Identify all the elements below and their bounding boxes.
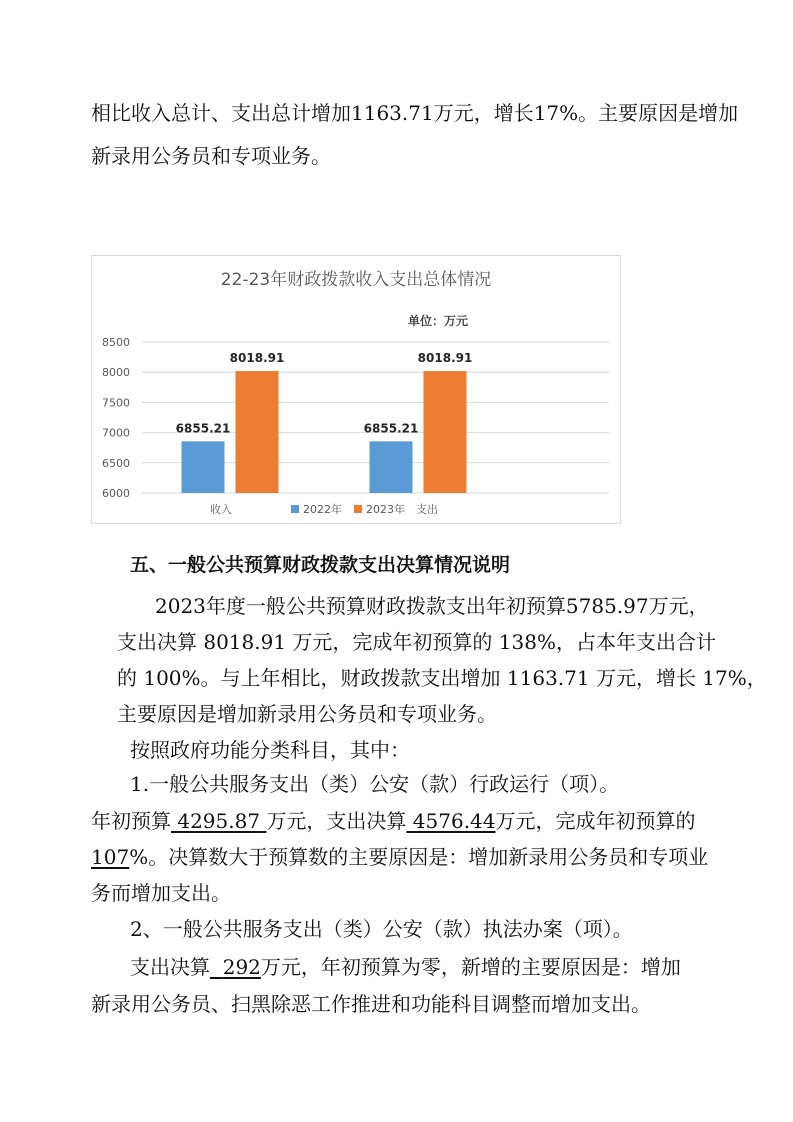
item-1-text: 万元，支出决算 — [266, 809, 407, 833]
x-tick-label: 支出 — [416, 503, 438, 516]
item-1-text: 万元，完成年初预算的 — [495, 809, 696, 833]
data-label: 8018.91 — [417, 351, 473, 366]
item-2-text: 支出决算 — [130, 955, 210, 979]
item-1-budget-number: 4295.87 — [177, 809, 261, 833]
bar — [236, 371, 279, 493]
item-1-rate-value: 107 — [91, 845, 130, 869]
bar — [182, 441, 225, 493]
item-2-final-number: 292 — [222, 955, 261, 979]
y-tick-label: 6000 — [102, 487, 130, 500]
bar-chart-svg — [92, 256, 620, 523]
section-paragraph-line: 主要原因是增加新录用公务员和专项业务。 — [117, 702, 497, 726]
chart-title: 22-23年财政拨款收入支出总体情况 — [220, 270, 492, 290]
intro-line-2: 新录用公务员和专项业务。 — [91, 144, 331, 168]
section-paragraph-line: 支出决算 8018.91 万元，完成年初预算的 138%，占本年支出合计 — [117, 630, 716, 654]
item-2-text: 万元，年初预算为零，新增的主要原因是：增加 — [260, 955, 681, 979]
legend-swatch — [291, 505, 299, 513]
section-heading: 五、一般公共预算财政拨款支出决算情况说明 — [130, 554, 511, 576]
item-1-line-3: 务而增加支出。 — [91, 881, 231, 905]
y-tick-label: 8500 — [102, 336, 130, 349]
chart-unit: 单位：万元 — [407, 314, 469, 328]
legend-swatch — [354, 505, 362, 513]
item-2-title: 2、一般公共服务支出（类）公安（款）执法办案（项）。 — [130, 917, 633, 941]
legend-label: 2023年 — [366, 503, 405, 516]
bar-chart — [91, 255, 621, 524]
y-tick-label: 7500 — [102, 396, 130, 410]
bar — [424, 371, 467, 493]
y-tick-label: 7000 — [102, 426, 130, 440]
bar — [370, 441, 413, 493]
classification-intro: 按照政府功能分类科目，其中： — [130, 738, 410, 762]
legend-label: 2022年 — [303, 503, 342, 516]
intro-line-1: 相比收入总计、支出总计增加1163.71万元，增长17%。主要原因是增加 — [91, 101, 739, 125]
data-label: 6855.21 — [175, 421, 231, 436]
item-2-final-value — [210, 955, 261, 979]
item-2-line-2: 新录用公务员、扫黑除恶工作推进和功能科目调整而增加支出。 — [91, 992, 651, 1016]
data-label: 6855.21 — [363, 421, 419, 436]
x-tick-label: 收入 — [210, 503, 232, 516]
item-1-line-2 — [91, 843, 708, 871]
item-1-budget-value — [171, 809, 266, 833]
item-1-final-value — [406, 809, 495, 833]
item-1-text: 年初预算 — [91, 809, 171, 833]
section-paragraph-line: 的 100%。与上年相比，财政拨款支出增加 1163.71 万元，增长 17%， — [117, 666, 767, 690]
item-1-line-1 — [91, 807, 696, 835]
item-1-title: 1.一般公共服务支出（类）公安（款）行政运行（项）。 — [130, 772, 620, 796]
item-1-text: %。决算数大于预算数的主要原因是：增加新录用公务员和专项业 — [129, 845, 709, 869]
data-label: 8018.91 — [229, 351, 285, 366]
section-paragraph-line: 2023年度一般公共预算财政拨款支出年初预算5785.97万元， — [155, 594, 709, 618]
item-1-final-number: 4576.44 — [412, 809, 496, 833]
y-tick-label: 6500 — [102, 456, 130, 470]
y-tick-label: 8000 — [102, 366, 130, 380]
item-2-line-1 — [130, 953, 681, 981]
